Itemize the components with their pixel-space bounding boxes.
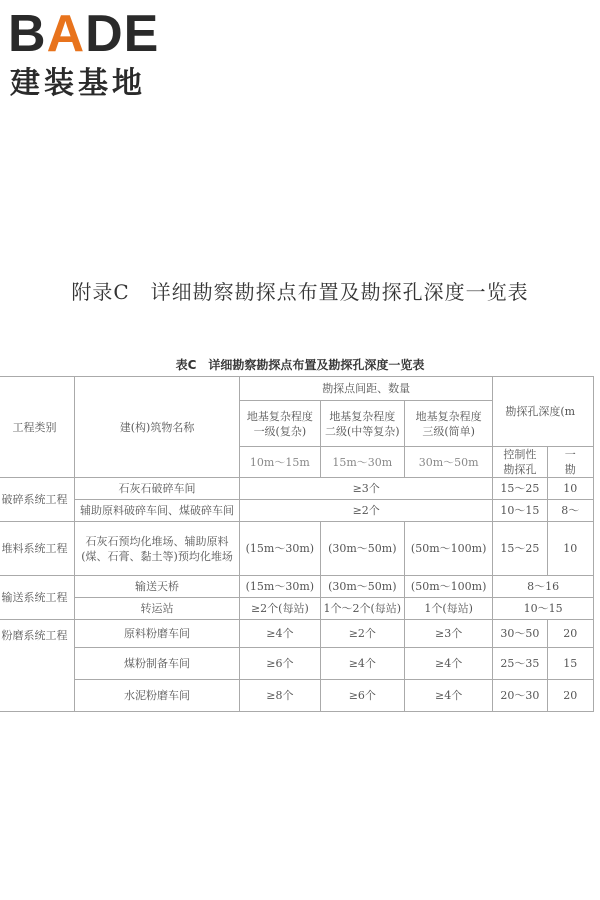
building-name: 原料粉磨车间 — [75, 620, 240, 648]
depth-control: 30～50 — [493, 620, 547, 648]
table-caption: 表C 详细勘察勘探点布置及勘探孔深度一览表 — [175, 358, 425, 372]
building-name: 输送天桥 — [75, 576, 240, 598]
logo-subtitle: 建装基地 — [10, 66, 146, 101]
header-building: 建(构)筑物名称 — [75, 377, 240, 478]
table-row — [0, 500, 594, 522]
depth-control: 15～25 — [493, 522, 547, 576]
spacing-value: (30m～50m) — [320, 576, 404, 598]
depth-general: 15 — [547, 648, 594, 680]
header-row-1 — [0, 377, 594, 401]
spacing-value: (15m～30m) — [240, 576, 321, 598]
spacing-value: (50m～100m) — [404, 576, 492, 598]
table-row — [0, 680, 594, 712]
spacing-value: ≥4个 — [404, 648, 492, 680]
spacing-value: ≥3个 — [240, 478, 493, 500]
depth-control: 15～25 — [493, 478, 547, 500]
building-name: 辅助原料破碎车间、煤破碎车间 — [75, 500, 240, 522]
group-storage: 堆料系统工程 — [0, 522, 75, 576]
building-name: 煤粉制备车间 — [75, 648, 240, 680]
spacing-value: ≥6个 — [240, 648, 321, 680]
depth-control: 25～35 — [493, 648, 547, 680]
table-row — [0, 576, 594, 598]
depth-general: 10 — [547, 522, 594, 576]
spacing-value: (50m～100m) — [404, 522, 492, 576]
table-row — [0, 478, 594, 500]
header-depth-general: 一 勘 — [547, 447, 594, 478]
spacing-value: ≥3个 — [404, 620, 492, 648]
header-range-1: 10m～15m — [240, 447, 321, 478]
header-spacing-3: 地基复杂程度 三级(简单) — [404, 401, 492, 447]
building-name: 转运站 — [75, 598, 240, 620]
appendix-title: 附录C 详细勘察勘探点布置及勘探孔深度一览表 — [71, 280, 529, 304]
depth-value: 10～15 — [493, 598, 594, 620]
table-row — [0, 598, 594, 620]
spacing-value: 1个(每站) — [404, 598, 492, 620]
header-category: 工程类别 — [0, 377, 75, 478]
spacing-value: 1个～2个(每站) — [320, 598, 404, 620]
group-grinding: 粉磨系统工程 — [0, 620, 75, 712]
table-row — [0, 522, 594, 576]
spacing-value: ≥4个 — [240, 620, 321, 648]
header-spacing-1: 地基复杂程度 一级(复杂) — [240, 401, 321, 447]
spacing-value: ≥2个 — [320, 620, 404, 648]
spacing-value: ≥2个(每站) — [240, 598, 321, 620]
header-range-3: 30m～50m — [404, 447, 492, 478]
depth-general: 20 — [547, 680, 594, 712]
depth-control: 10～15 — [493, 500, 547, 522]
building-name: 石灰石预均化堆场、辅助原料 (煤、石膏、黏土等)预均化堆场 — [75, 522, 240, 576]
spacing-value: ≥6个 — [320, 680, 404, 712]
depth-general: 8～ — [547, 500, 594, 522]
table-row — [0, 648, 594, 680]
spacing-value: ≥4个 — [320, 648, 404, 680]
spacing-value: (30m～50m) — [320, 522, 404, 576]
group-conveying: 输送系统工程 — [0, 576, 75, 620]
depth-general: 10 — [547, 478, 594, 500]
spacing-value: ≥8个 — [240, 680, 321, 712]
logo-brand: BADE — [8, 5, 160, 63]
header-range-2: 15m～30m — [320, 447, 404, 478]
table-row — [0, 620, 594, 648]
spacing-value: ≥4个 — [404, 680, 492, 712]
depth-general: 20 — [547, 620, 594, 648]
header-depth-group: 勘探孔深度(m — [493, 377, 594, 447]
group-crushing: 破碎系统工程 — [0, 478, 75, 522]
spacing-value: ≥2个 — [240, 500, 493, 522]
depth-control: 20～30 — [493, 680, 547, 712]
spacing-value: (15m～30m) — [240, 522, 321, 576]
bade-logo — [8, 4, 178, 104]
header-depth-control: 控制性 勘探孔 — [493, 447, 547, 478]
header-spacing-2: 地基复杂程度 二级(中等复杂) — [320, 401, 404, 447]
header-spacing-group: 勘探点间距、数量 — [240, 377, 493, 401]
building-name: 石灰石破碎车间 — [75, 478, 240, 500]
survey-table — [0, 376, 594, 712]
building-name: 水泥粉磨车间 — [75, 680, 240, 712]
depth-value: 8～16 — [493, 576, 594, 598]
